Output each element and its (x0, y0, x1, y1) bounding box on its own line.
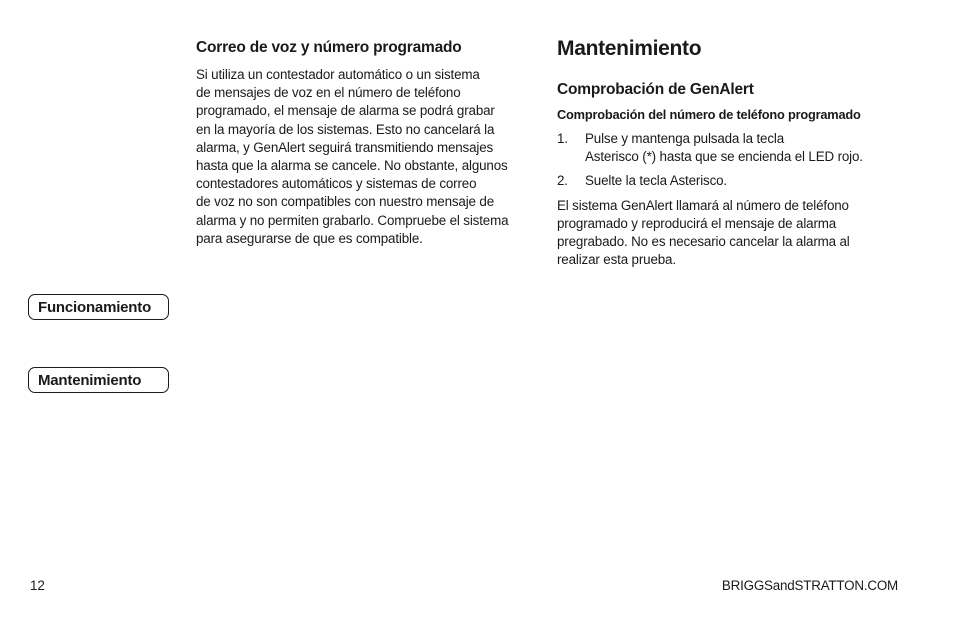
voicemail-line: programado, el mensaje de alarma se podrá grabar (196, 103, 495, 119)
tab-mantenimiento-label: Mantenimiento (38, 371, 142, 389)
voicemail-line: para asegurarse de que es compatible. (196, 230, 423, 246)
genalert-check-title: Comprobación de GenAlert (557, 81, 754, 98)
step-line: Pulse y mantenga pulsada la tecla (585, 131, 785, 146)
voicemail-paragraph (196, 66, 536, 248)
tab-funcionamiento-label: Funcionamiento (38, 298, 152, 316)
result-paragraph (557, 197, 917, 270)
voicemail-line: de mensajes de voz en el número de teléfono (196, 85, 461, 101)
result-line: programado y reproducirá el mensaje de alarma (557, 215, 837, 231)
voicemail-line: en la mayoría de los sistemas. Esto no cancelará la (196, 121, 495, 137)
voicemail-line: de voz no son compatibles con nuestro mensaje de (196, 194, 494, 210)
step-item (557, 130, 917, 166)
maintenance-title: Mantenimiento (557, 37, 702, 60)
maintenance-section (557, 36, 917, 269)
tab-mantenimiento (28, 367, 169, 393)
voicemail-line: alarma y no permiten grabarlo. Compruebe el sistema (196, 212, 509, 228)
step-number: 1. (557, 131, 568, 146)
step-line: Suelte la tecla Asterisco. (585, 173, 727, 189)
voicemail-section (196, 38, 536, 248)
voicemail-line: contestadores automáticos y sistemas de correo (196, 176, 477, 192)
website-footer: BRIGGSandSTRATTON.COM (721, 578, 898, 593)
steps-list (557, 130, 917, 191)
result-line: realizar esta prueba. (557, 252, 676, 268)
step-item (557, 172, 917, 190)
step-line: Asterisco (*) hasta que se encienda el LED rojo. (585, 149, 863, 165)
result-line: El sistema GenAlert llamará al número de teléfono (557, 197, 849, 213)
voicemail-section-title: Correo de voz y número programado (196, 39, 462, 56)
result-line: pregrabado. No es necesario cancelar la alarma al (557, 234, 850, 250)
tab-funcionamiento (28, 294, 169, 320)
voicemail-line: hasta que la alarma se cancele. No obstante, algunos (196, 158, 508, 174)
number-check-title: Comprobación del número de teléfono programado (557, 107, 861, 122)
voicemail-line: Si utiliza un contestador automático o un sistema (196, 67, 480, 82)
step-number: 2. (557, 173, 568, 189)
page-number: 12 (30, 578, 45, 593)
voicemail-line: alarma, y GenAlert seguirá transmitiendo mensajes (196, 139, 494, 155)
